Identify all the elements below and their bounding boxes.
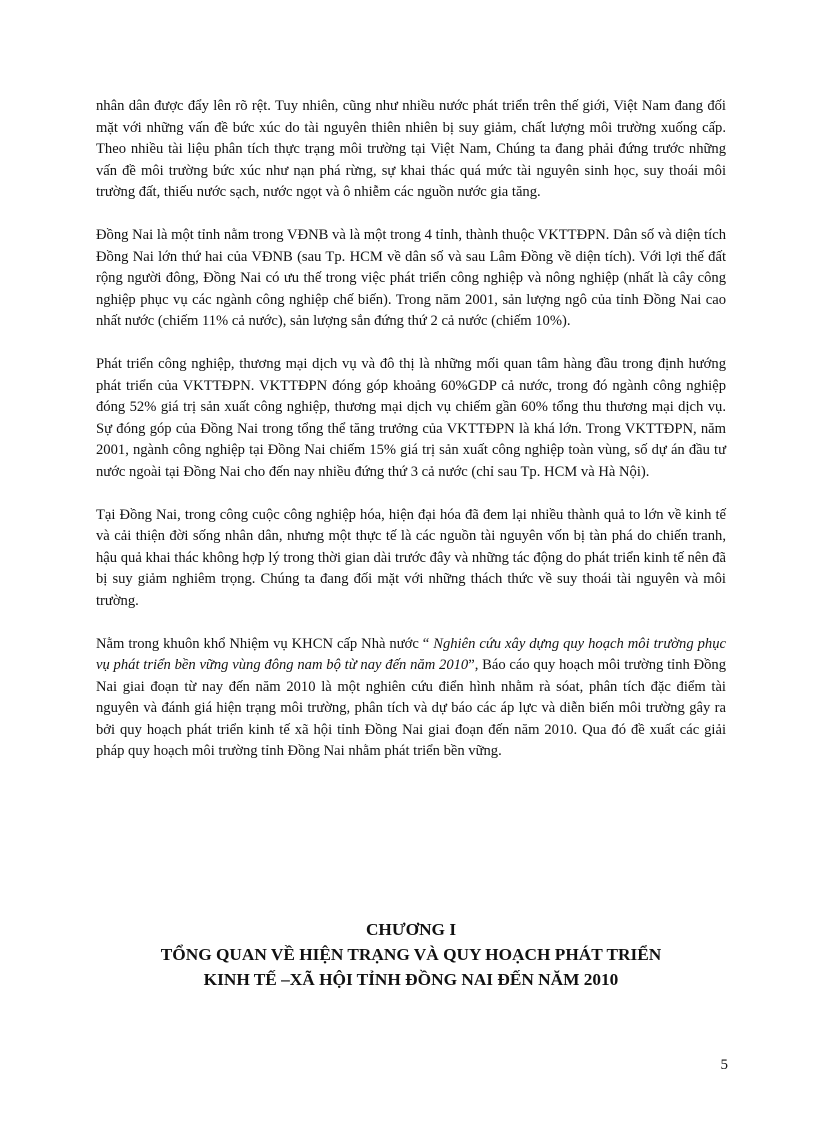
chapter-title-line-1: TỔNG QUAN VỀ HIỆN TRẠNG VÀ QUY HOẠCH PHÁT TRIỂN [160, 945, 662, 964]
report-purpose-rest: ”, Báo cáo quy hoạch môi trường tỉnh Đồng Nai giai đoạn từ nay đến năm 2010 là một nghiên cứu điển hình nhằm rà sóat, phân tích đặc điểm tài nguyên và đánh giá hiện trạng môi trường, phân tích và dự báo các áp lực và diễn biến môi trường gây ra bởi quy hoạch phát triển kinh tế xã hội tỉnh Đồng Nai giai đoạn đến năm 2010. Qua đó đề xuất các giải pháp quy hoạch môi trường tỉnh Đồng Nai nhằm phát triển bền vững. [96, 657, 727, 759]
paragraph-industrialization-impacts: Tại Đồng Nai, trong công cuộc công nghiệp hóa, hiện đại hóa đã đem lại nhiều thành quả to lớn về kinh tế và cải thiện đời sống nhân dân, nhưng một thực tế là các nguồn tài nguyên vốn bị tàn phá do chiến tranh, hậu quả khai thác không hợp lý trong thời gian dài trước đây và những tác động do phát triển kinh tế nên đã bị suy giảm nghiêm trọng. Chúng ta đang đối mặt với những thách thức về suy thoái tài nguyên và môi trường. [96, 506, 726, 609]
paragraph-report-purpose [96, 634, 726, 763]
project-title-italic: Nghiên cứu xây dựng quy hoạch môi trường phục vụ phát triển bền vững vùng đông nam bộ từ nay đến năm 2010 [96, 635, 726, 673]
chapter-heading [96, 917, 726, 992]
page-number: 5 [720, 1057, 728, 1073]
document-body [96, 96, 726, 784]
chapter-number: CHƯƠNG I [365, 920, 457, 939]
chapter-title-line-2: KINH TẾ –XÃ HỘI TỈNH ĐỒNG NAI ĐẾN NĂM 2010 [203, 970, 619, 989]
paragraph-intro-continuation: nhân dân được đẩy lên rõ rệt. Tuy nhiên, cũng như nhiều nước phát triển trên thế giới, Việt Nam đang đối mặt với những vấn đề bức xúc do tài nguyên thiên nhiên bị suy giảm, chất lượng môi trường xuống cấp. Theo nhiều tài liệu phân tích thực trạng môi trường tại Việt Nam, Chúng ta đang phải đứng trước những vấn đề môi trường bức xúc như nạn phá rừng, sự khai thác quá mức tài nguyên sinh học, suy thoái môi trường đất, thiếu nước sạch, nước ngọt và ô nhiễm các nguồn nước gia tăng. [96, 98, 726, 200]
report-purpose-lead: Nằm trong khuôn khổ Nhiệm vụ KHCN cấp Nhà nước “ [96, 635, 434, 652]
paragraph-dong-nai-overview: Đồng Nai là một tỉnh nằm trong VĐNB và là một trong 4 tỉnh, thành thuộc VKTTĐPN. Dân số và diện tích Đồng Nai lớn thứ hai của VĐNB (sau Tp. HCM về dân số và sau Lâm Đồng về diện tích). Với lợi thế đất rộng người đông, Đồng Nai có ưu thế trong việc phát triển công nghiệp và nông nghiệp (nhất là cây công nghiệp phục vụ các ngành công nghiệp chế biến). Trong năm 2001, sản lượng ngô của tỉnh Đồng Nai cao nhất nước (chiếm 11% cả nước), sản lượng sắn đứng thứ 2 cả nước (chiếm 10%). [96, 227, 726, 329]
paragraph-industrial-development: Phát triển công nghiệp, thương mại dịch vụ và đô thị là những mối quan tâm hàng đầu trong định hướng phát triển của VKTTĐPN. VKTTĐPN đóng góp khoảng 60%GDP cả nước, trong đó ngành công nghiệp đóng 52% giá trị sản xuất công nghiệp, thương mại dịch vụ chiếm gần 60% tổng thu thương mại dịch vụ. Sự đóng góp của Đồng Nai trong tổng thể tăng trưởng của VKTTĐPN là khá lớn. Trong VKTTĐPN, năm 2001, ngành công nghiệp tại Đồng Nai chiếm 15% giá trị sản xuất công nghiệp toàn vùng, số dự án đầu tư nước ngoài tại Đồng Nai cho đến nay nhiều đứng thứ 3 cả nước (chỉ sau Tp. HCM và Hà Nội). [96, 356, 726, 480]
